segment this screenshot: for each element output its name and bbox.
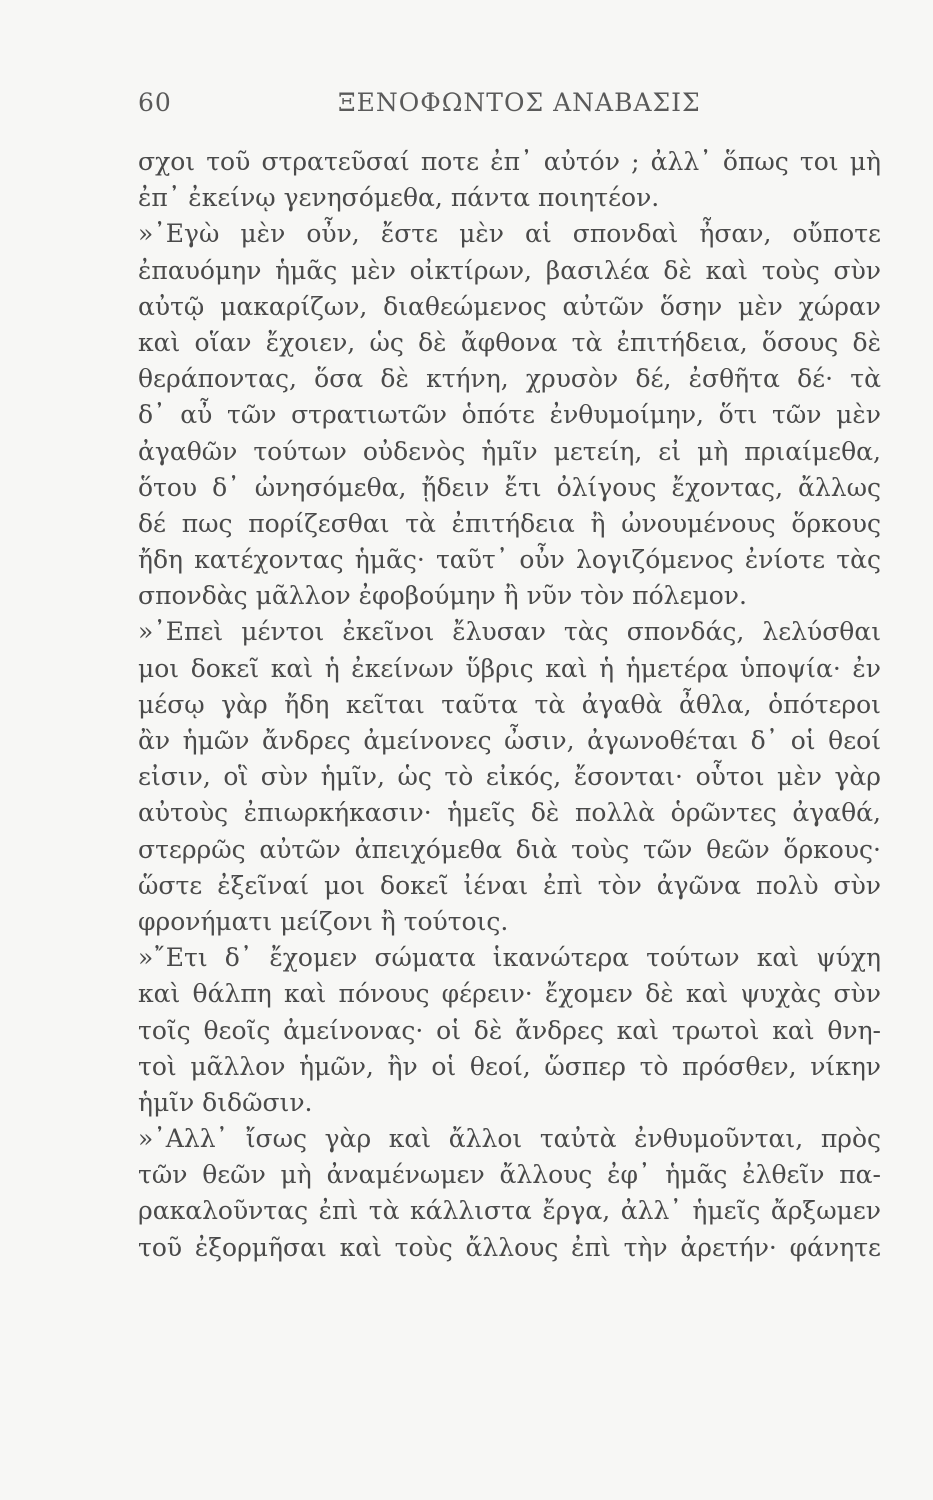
text-line: »᾽Αλλ᾽ ἴσως γὰρ καὶ ἄλλοι ταὐτὰ ἐνθυμοῦνται, πρὸς — [138, 1124, 881, 1154]
text-line: καὶ οἵαν ἔχοιεν, ὡς δὲ ἄφθονα τὰ ἐπιτήδεια, ὅσους δὲ — [138, 327, 881, 357]
text-line: τοὶ μᾶλλον ἡμῶν, ἢν οἱ θεοί, ὥσπερ τὸ πρόσθεν, νίκην — [138, 1051, 881, 1081]
running-head — [138, 88, 863, 120]
text-line: ἤδη κατέχοντας ἡμᾶς· ταῦτ᾽ οὖν λογιζόμενος ἐνίοτε τὰς — [138, 545, 881, 575]
text-line: ὅτου δ᾽ ὠνησόμεθα, ᾔδειν ἔτι ὀλίγους ἔχοντας, ἄλλως — [138, 472, 881, 502]
text-line: τῶν θεῶν μὴ ἀναμένωμεν ἄλλους ἐφ᾽ ἡμᾶς ἐλθεῖν πα- — [138, 1160, 881, 1190]
text-line: ἀγαθῶν τούτων οὐδενὸς ἡμῖν μετείη, εἰ μὴ πριαίμεθα, — [138, 436, 881, 466]
text-line: »῎Ετι δ᾽ ἔχομεν σώματα ἱκανώτερα τούτων καὶ ψύχη — [138, 943, 881, 973]
text-line: ρακαλοῦντας ἐπὶ τὰ κάλλιστα ἔργα, ἀλλ᾽ ἡμεῖς ἄρξωμεν — [138, 1196, 881, 1226]
text-line: στερρῶς αὐτῶν ἀπειχόμεθα διὰ τοὺς τῶν θεῶν ὅρκους· — [138, 834, 881, 864]
text-line: ἐπαυόμην ἡμᾶς μὲν οἰκτίρων, βασιλέα δὲ καὶ τοὺς σὺν — [138, 255, 881, 285]
text-line: ἡμῖν διδῶσιν. — [138, 1087, 313, 1117]
text-line: δ᾽ αὖ τῶν στρατιωτῶν ὁπότε ἐνθυμοίμην, ὅτι τῶν μὲν — [138, 400, 881, 430]
text-line: »᾽Επεὶ μέντοι ἐκεῖνοι ἔλυσαν τὰς σπονδάς, λελύσθαι — [138, 617, 881, 647]
text-line: τοῖς θεοῖς ἀμείνονας· οἱ δὲ ἄνδρες καὶ τρωτοὶ καὶ θνη- — [138, 1015, 881, 1045]
text-line: σχοι τοῦ στρατεῦσαί ποτε ἐπ᾽ αὐτόν ; ἀλλ᾽ ὅπως τοι μὴ — [138, 147, 881, 176]
text-line: φρονήματι μείζονι ἢ τούτοις. — [138, 906, 509, 936]
text-line: θεράποντας, ὅσα δὲ κτήνη, χρυσὸν δέ, ἐσθῆτα δέ· τὰ — [138, 364, 881, 394]
text-line: δέ πως πορίζεσθαι τὰ ἐπιτήδεια ἢ ὠνουμένους ὅρκους — [138, 508, 881, 538]
page-number: 60 — [138, 88, 172, 117]
text-line: μέσῳ γὰρ ἤδη κεῖται ταῦτα τὰ ἀγαθὰ ἆθλα, ὁπότεροι — [138, 689, 881, 719]
text-line: ἐπ᾽ ἐκείνῳ γενησόμεθα, πάντα ποιητέον. — [138, 183, 660, 213]
text-line: αὐτοὺς ἐπιωρκήκασιν· ἡμεῖς δὲ πολλὰ ὁρῶντες ἀγαθά, — [138, 798, 881, 828]
text-line: ἂν ἡμῶν ἄνδρες ἀμείνονες ὦσιν, ἀγωνοθέται δ᾽ οἱ θεοί — [138, 726, 881, 755]
text-line: ὥστε ἐξεῖναί μοι δοκεῖ ἰέναι ἐπὶ τὸν ἀγῶνα πολὺ σὺν — [138, 870, 881, 900]
text-line: αὐτῷ μακαρίζων, διαθεώμενος αὐτῶν ὅσην μὲν χώραν — [138, 291, 881, 321]
text-line: σπονδὰς μᾶλλον ἐφοβούμην ἢ νῦν τὸν πόλεμον. — [138, 581, 747, 611]
text-line: καὶ θάλπη καὶ πόνους φέρειν· ἔχομεν δὲ καὶ ψυχὰς σὺν — [138, 979, 881, 1009]
text-line: »᾽Εγὼ μὲν οὖν, ἔστε μὲν αἱ σπονδαὶ ἦσαν, οὔποτε — [138, 219, 881, 249]
text-line: μοι δοκεῖ καὶ ἡ ἐκείνων ὕβρις καὶ ἡ ἡμετέρα ὑποψία· ἐν — [138, 653, 881, 683]
running-title: ΞΕΝΟΦΩΝΤΟΣ ΑΝΑΒΑΣΙΣ — [338, 88, 701, 117]
text-line: τοῦ ἐξορμῆσαι καὶ τοὺς ἄλλους ἐπὶ τὴν ἀρετήν· φάνητε — [138, 1232, 881, 1262]
body-text — [138, 144, 881, 1266]
text-line: εἰσιν, οἳ σὺν ἡμῖν, ὡς τὸ εἰκός, ἔσονται· οὗτοι μὲν γὰρ — [138, 762, 881, 792]
